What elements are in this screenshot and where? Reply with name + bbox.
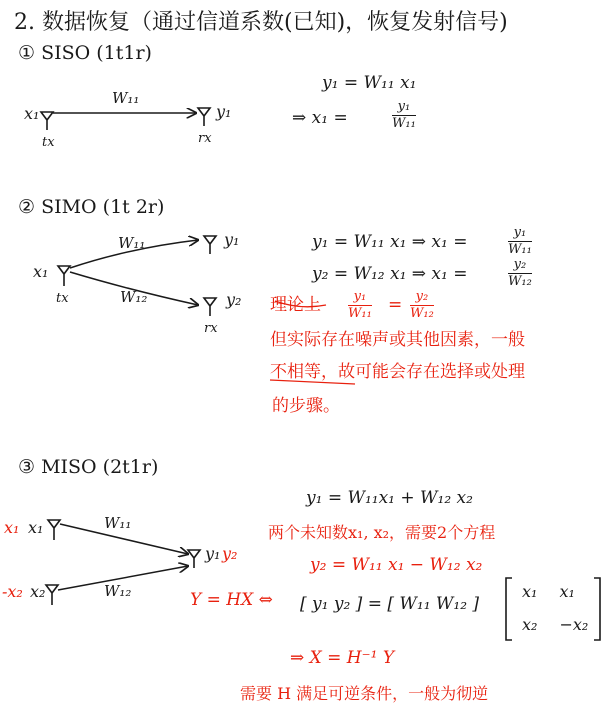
miso-equation-1: y₁ = W₁₁x₁ + W₁₂ x₂ <box>306 488 473 508</box>
miso-note-2: 需要 H 满足可逆条件，一般为彻逆 <box>240 684 489 703</box>
miso-tx-top-antenna-icon <box>48 520 60 540</box>
matrix-bracket-left <box>506 578 512 640</box>
miso-inverse: ⇒ X = H⁻¹ Y <box>290 648 395 668</box>
matrix-cell: x₁ <box>522 582 538 601</box>
siso-tx-label: tx <box>42 135 55 150</box>
matrix-cell: x₁ <box>559 582 575 601</box>
simo-fraction-1 <box>508 226 532 256</box>
miso-heading: ③ MISO (2t1r) <box>18 456 159 478</box>
simo-tx-label: tx <box>56 291 69 306</box>
simo-note-equals: = <box>388 295 403 315</box>
simo-tx-antenna-icon <box>58 266 70 286</box>
miso-note-1: 两个未知数x₁, x₂，需要2个方程 <box>268 523 496 542</box>
miso-tx-top-red-symbol: x₁ <box>4 518 20 537</box>
simo-equation-2: y₂ = W₁₂ x₁ ⇒ x₁ = <box>312 264 468 284</box>
simo-fraction-2-num: y₂ <box>513 257 527 272</box>
miso-row-vector: [ y₁ y₂ ] = [ W₁₁ W₁₂ ] <box>300 594 480 614</box>
simo-rx-label: rx <box>204 321 218 336</box>
simo-note-fraction-1-num: y₁ <box>353 289 367 304</box>
miso-tx-bottom-red-symbol: -x₂ <box>2 582 23 601</box>
siso-tx-symbol: x₁ <box>24 104 40 123</box>
simo-note-fraction-1-den: W₁₁ <box>348 305 372 321</box>
simo-note-fraction-2-num: y₂ <box>415 289 429 304</box>
siso-fraction <box>392 100 416 130</box>
simo-fraction-1-num: y₁ <box>513 225 527 240</box>
miso-tx-top-symbol: x₁ <box>28 518 44 537</box>
siso-rx-symbol: y₁ <box>216 102 232 121</box>
siso-tx-antenna-icon <box>41 112 53 130</box>
page-title: 2. 数据恢复（通过信道系数(已知)，恢复发射信号) <box>14 10 508 35</box>
miso-tx-bottom-antenna-icon <box>46 585 58 605</box>
siso-fraction-num: y₁ <box>397 99 411 114</box>
miso-tx-bottom-symbol: x₂ <box>30 582 46 601</box>
miso-rx-antenna-icon <box>188 550 200 568</box>
simo-tx-symbol: x₁ <box>33 262 49 281</box>
matrix-cell: x₂ <box>522 615 538 634</box>
siso-equation-2: ⇒ x₁ = <box>292 108 348 128</box>
siso-rx-label: rx <box>198 131 212 146</box>
simo-note-fraction-2 <box>410 290 434 320</box>
simo-fraction-2-den: W₁₂ <box>508 273 532 289</box>
simo-rx-top-symbol: y₁ <box>224 230 240 249</box>
miso-equation-2: y₂ = W₁₁ x₁ − W₁₂ x₂ <box>310 555 483 575</box>
simo-channel-bottom-label: W₁₂ <box>120 288 148 306</box>
miso-matrix <box>522 582 588 634</box>
simo-fraction-1-den: W₁₁ <box>508 241 532 257</box>
simo-equation-1: y₁ = W₁₁ x₁ ⇒ x₁ = <box>312 232 468 252</box>
simo-rx-top-antenna-icon <box>204 236 216 254</box>
siso-rx-antenna-icon <box>198 108 210 126</box>
miso-rx-red-symbol: y₂ <box>222 544 238 563</box>
simo-channel-top-label: W₁₁ <box>118 234 146 252</box>
simo-note-line-2: 不相等，故可能会存在选择或处理 <box>270 362 525 382</box>
siso-heading: ① SISO (1t1r) <box>18 42 152 64</box>
miso-channel-top-label: W₁₁ <box>104 514 132 532</box>
miso-rx-symbol: y₁ <box>205 544 221 563</box>
siso-fraction-den: W₁₁ <box>392 115 416 131</box>
matrix-cell: −x₂ <box>559 615 589 634</box>
siso-channel-label: W₁₁ <box>112 89 140 107</box>
simo-rx-bottom-symbol: y₂ <box>226 290 242 309</box>
siso-equation-1: y₁ = W₁₁ x₁ <box>322 73 417 93</box>
simo-fraction-2 <box>508 258 532 288</box>
miso-matrix-form: Y = HX ⇔ <box>190 590 273 610</box>
simo-note-fraction-1 <box>348 290 372 320</box>
simo-note-fraction-2-den: W₁₂ <box>410 305 434 321</box>
simo-heading: ② SIMO (1t 2r) <box>18 196 165 218</box>
matrix-bracket-right <box>594 578 600 640</box>
miso-channel-bottom-label: W₁₂ <box>104 582 132 600</box>
simo-note-prefix: 理论上 <box>270 295 321 315</box>
simo-rx-bottom-antenna-icon <box>204 298 216 316</box>
simo-note-line-3: 的步骤。 <box>272 396 340 416</box>
simo-note-line-1: 但实际存在噪声或其他因素，一般 <box>270 330 525 350</box>
